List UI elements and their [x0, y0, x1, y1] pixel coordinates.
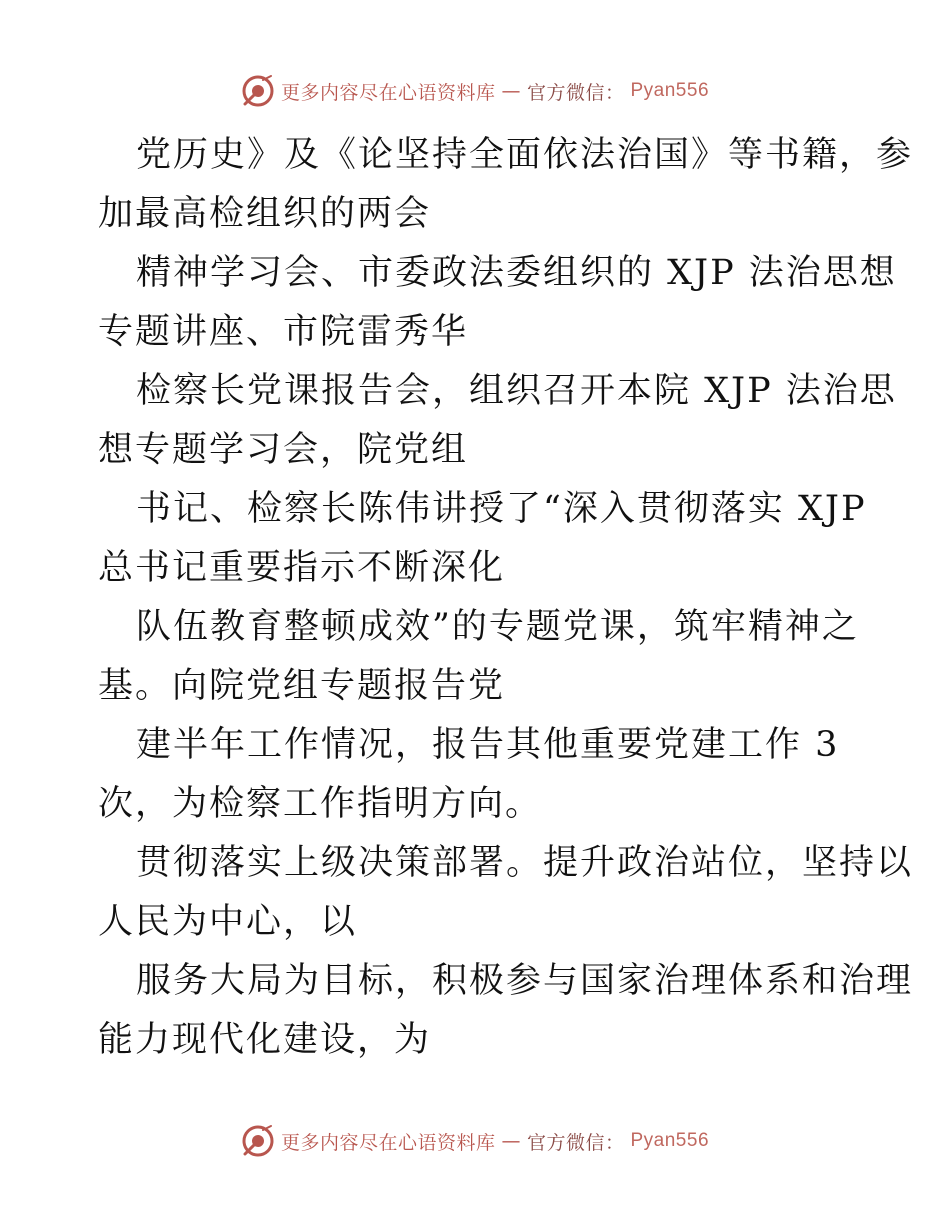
body-line: 精神学习会、市委政法委组织的 XJP 法治思想: [136, 253, 897, 293]
watermark-wechat-id: Pyan556: [630, 1130, 710, 1151]
body-line: 队伍教育整顿成效”的专题党课，筑牢精神之: [136, 607, 859, 647]
body-line: 加最高检组织的两会: [98, 194, 432, 234]
body-line: 建半年工作情况，报告其他重要党建工作 3: [136, 725, 840, 765]
watermark-official-label: 官方微信：: [526, 1131, 625, 1154]
body-line: 党历史》及《论坚持全面依法治国》等书籍，参: [136, 135, 914, 175]
body-line: 人民为中心，以: [98, 902, 358, 942]
body-line: 服务大局为目标，积极参与国家治理体系和治理: [136, 961, 914, 1001]
body-line: 贯彻落实上级决策部署。提升政治站位，坚持以: [136, 843, 914, 883]
footer-watermark: [0, 1124, 950, 1158]
watermark-wechat-id: Pyan556: [630, 80, 710, 101]
watermark-official-label: 官方微信：: [526, 81, 625, 104]
pen-logo-icon: [241, 74, 275, 108]
pen-logo-icon: [241, 1124, 275, 1158]
body-line: 书记、检察长陈伟讲授了“深入贯彻落实 XJP: [136, 489, 867, 529]
watermark-main-text: 更多内容尽在心语资料库: [280, 1131, 496, 1154]
body-line: 基。向院党组专题报告党: [98, 666, 506, 706]
body-line: 总书记重要指示不断深化: [98, 548, 506, 588]
header-watermark: [0, 74, 950, 108]
body-line: 专题讲座、市院雷秀华: [98, 312, 469, 352]
body-line: 想专题学习会，院党组: [98, 430, 469, 470]
body-line: 检察长党课报告会，组织召开本院 XJP 法治思: [136, 371, 897, 411]
watermark-main-text: 更多内容尽在心语资料库: [280, 81, 496, 104]
body-line: 能力现代化建设，为: [98, 1020, 432, 1060]
document-body: [98, 126, 914, 1070]
body-line: 次，为检察工作指明方向。: [98, 784, 543, 824]
watermark-dash: —: [501, 1130, 521, 1152]
watermark-dash: —: [501, 80, 521, 102]
